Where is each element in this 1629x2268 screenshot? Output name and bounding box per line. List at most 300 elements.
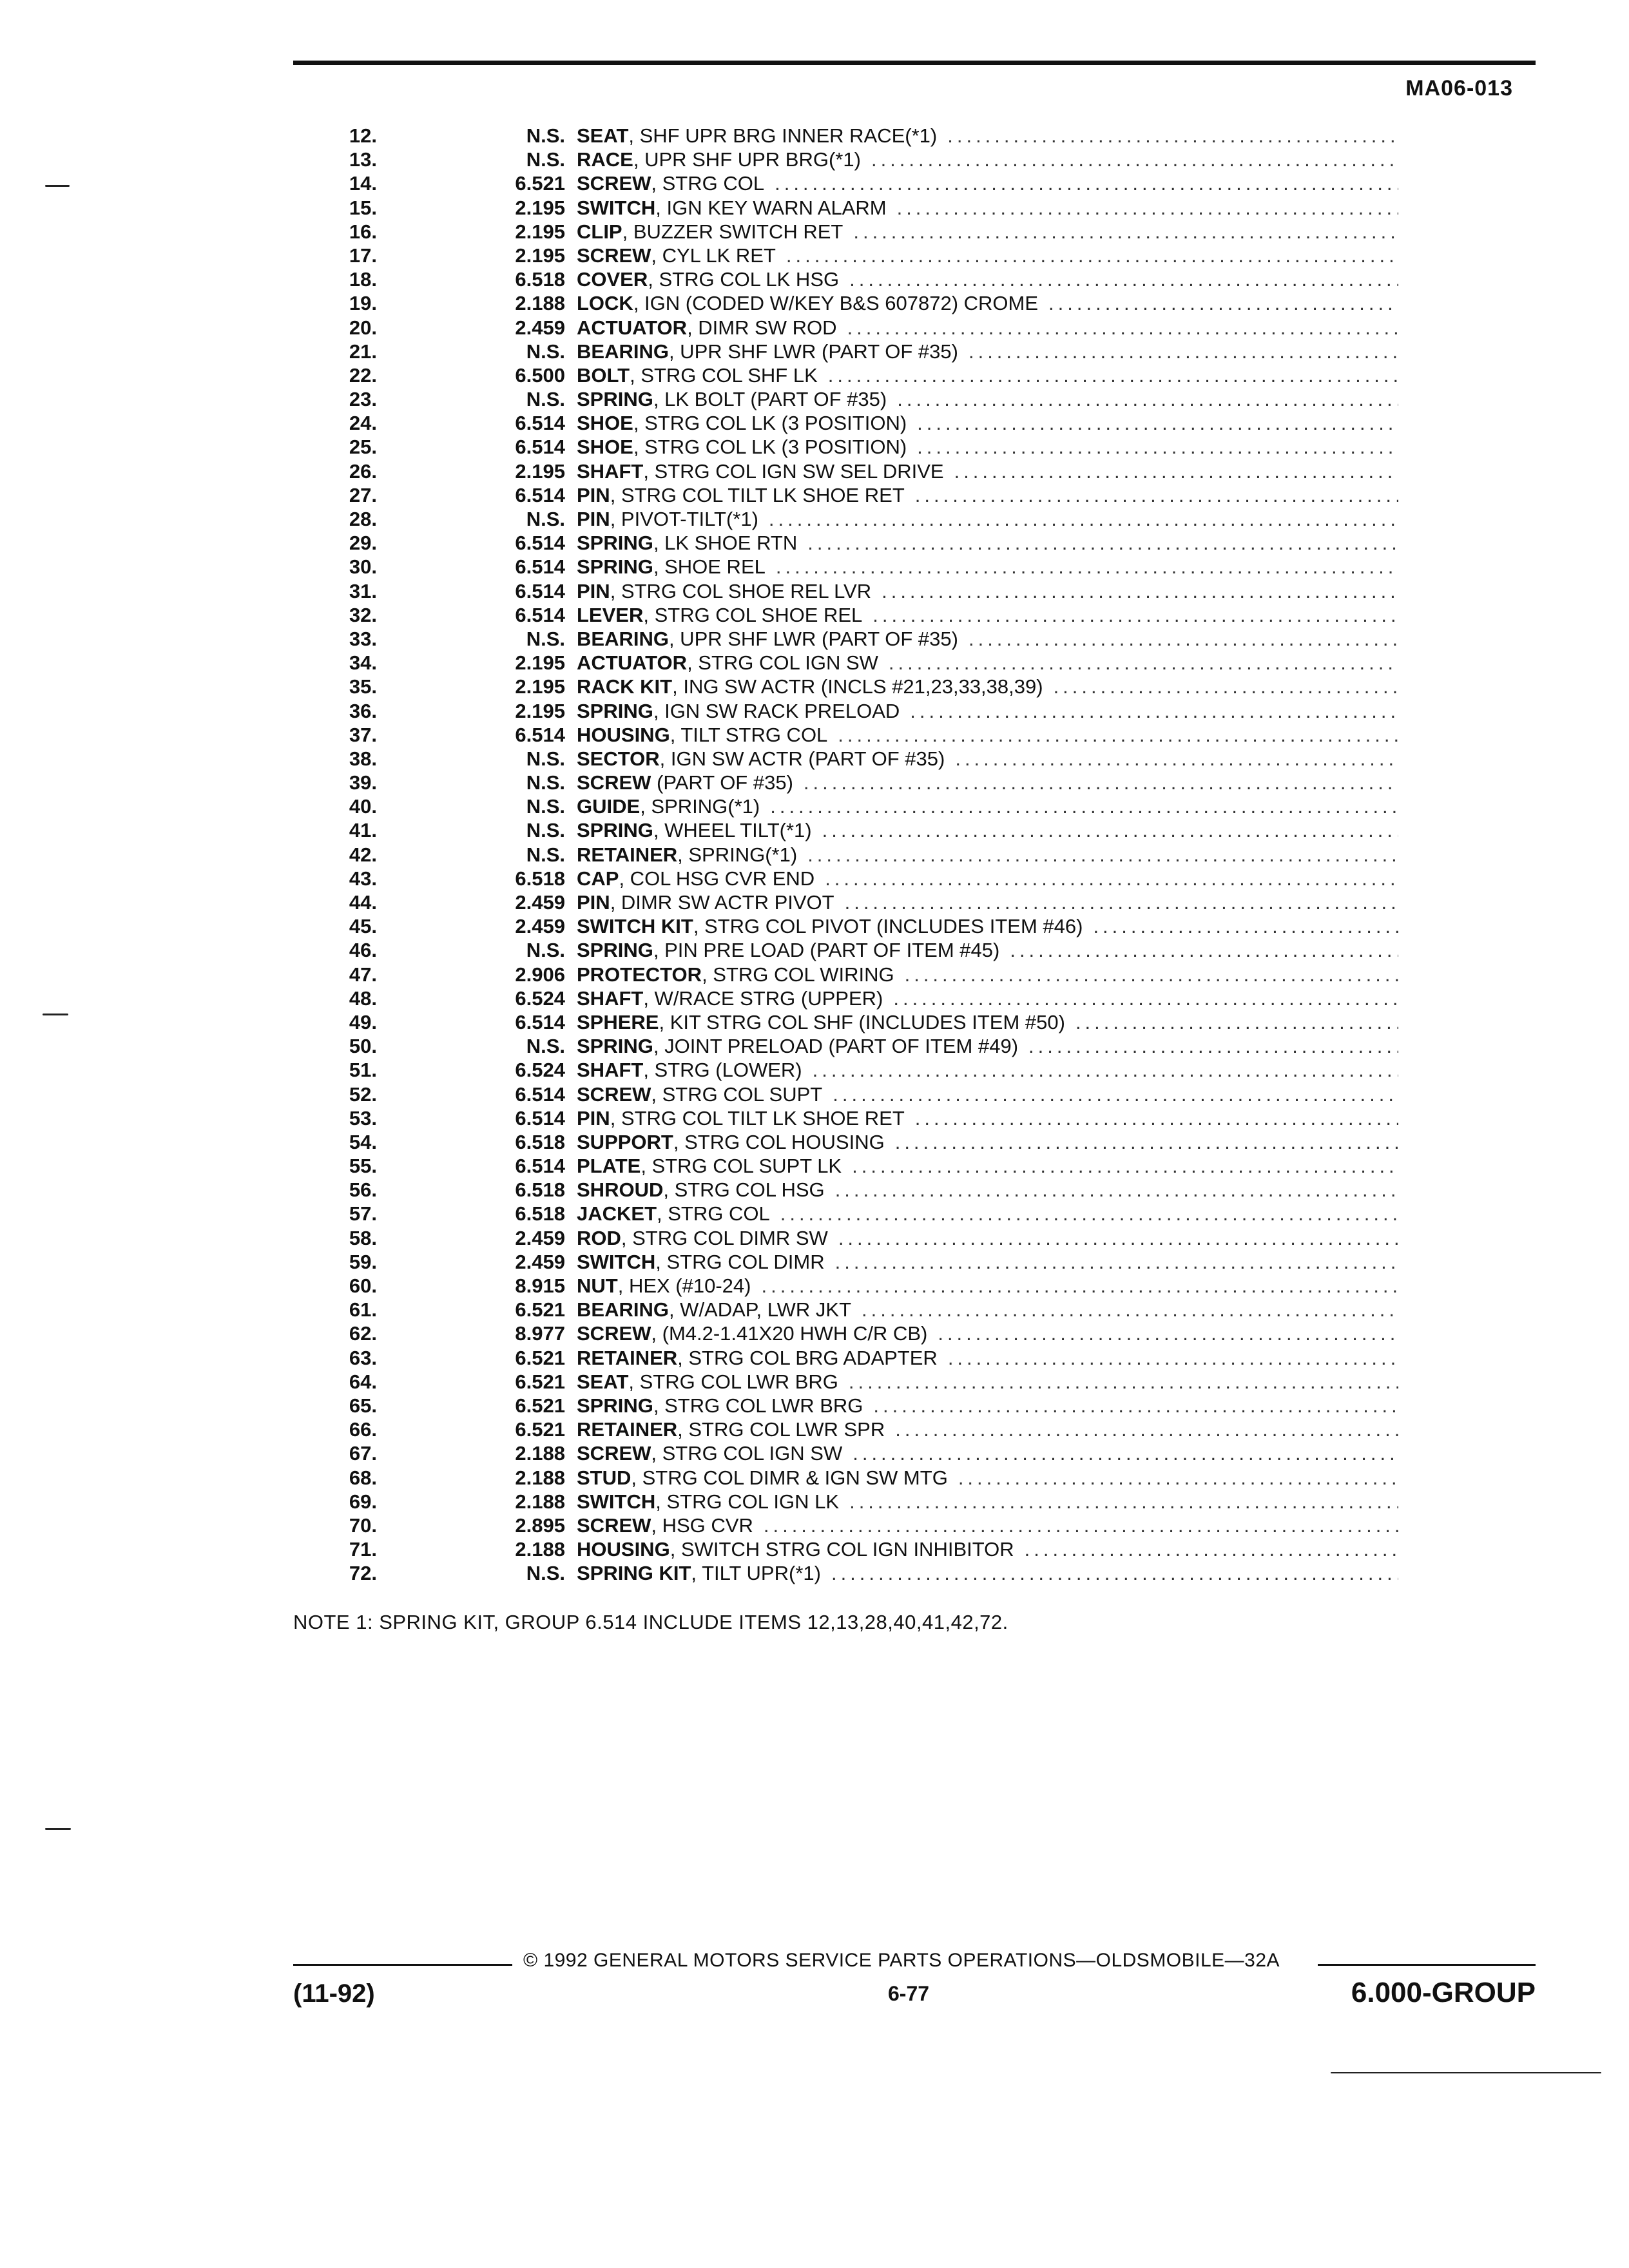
item-number: 13. [349, 148, 377, 171]
part-detail: , STRG COL LWR SPR [677, 1418, 885, 1441]
dot-leader [1010, 938, 1398, 962]
part-name: SPRING [577, 1394, 653, 1417]
part-name: SEAT [577, 124, 629, 147]
item-number: 42. [349, 843, 377, 866]
group-number: 6.514 [515, 436, 565, 459]
part-description [577, 986, 1398, 1010]
item-number: 38. [349, 747, 377, 770]
group-number: 6.514 [515, 723, 565, 746]
part-description [577, 1370, 1398, 1394]
part-name: SCREW [577, 244, 651, 267]
item-number: 33. [349, 627, 377, 650]
part-detail: , STRG COL IGN SW SEL DRIVE [643, 459, 944, 483]
dot-leader [871, 148, 1398, 171]
parts-list [303, 124, 1398, 1585]
part-description [577, 675, 1398, 698]
item-number: 34. [349, 651, 377, 675]
item-number: 66. [349, 1418, 377, 1441]
part-name: SCREW [577, 1082, 651, 1106]
dot-leader [1075, 1010, 1398, 1034]
part-description [577, 1490, 1398, 1514]
item-number: 18. [349, 268, 377, 291]
part-description [577, 1106, 1398, 1130]
part-row [303, 843, 1398, 867]
part-name: SCREW [577, 1322, 651, 1345]
part-name: HOUSING [577, 1538, 670, 1561]
part-row [303, 747, 1398, 771]
item-number: 31. [349, 579, 377, 602]
item-number: 47. [349, 963, 377, 986]
part-row [303, 1537, 1398, 1561]
part-description [577, 579, 1398, 603]
part-name: RETAINER [577, 1418, 678, 1441]
part-description [577, 1346, 1398, 1370]
part-detail: , STRG COL [657, 1202, 770, 1225]
group-number: 2.195 [515, 675, 565, 698]
part-detail: , (M4.2-1.41X20 HWH C/R CB) [651, 1322, 928, 1345]
item-number: 62. [349, 1322, 377, 1345]
part-detail: , STRG COL PIVOT (INCLUDES ITEM #46) [693, 915, 1083, 938]
part-detail: , UPR SHF LWR (PART OF #35) [668, 627, 958, 650]
group-number: 6.521 [515, 1394, 565, 1417]
part-detail: , STRG COL SHOE REL [643, 603, 863, 626]
part-row [303, 1561, 1398, 1585]
item-number: 20. [349, 316, 377, 339]
part-description [577, 363, 1398, 387]
part-row [303, 411, 1398, 435]
part-detail: , W/RACE STRG (UPPER) [643, 986, 883, 1010]
item-number: 67. [349, 1442, 377, 1465]
item-number: 57. [349, 1202, 377, 1225]
part-name: SWITCH [577, 1250, 656, 1273]
part-row [303, 1010, 1398, 1034]
part-row [303, 1418, 1398, 1441]
dot-leader [838, 723, 1398, 747]
part-description [577, 244, 1398, 267]
document-code: MA06-013 [1405, 76, 1513, 101]
part-description [577, 818, 1398, 842]
part-row [303, 196, 1398, 220]
item-number: 39. [349, 771, 377, 794]
part-name: BEARING [577, 1298, 669, 1321]
dot-leader [849, 1490, 1398, 1514]
part-row [303, 986, 1398, 1010]
part-description [577, 771, 1398, 794]
group-number: 2.195 [515, 459, 565, 483]
part-row [303, 1490, 1398, 1514]
group-number: 6.514 [515, 483, 565, 506]
dot-leader [1054, 675, 1398, 698]
part-detail: , W/ADAP, LWR JKT [668, 1298, 852, 1321]
group-number: 6.518 [515, 1202, 565, 1225]
part-detail: (PART OF #35) [651, 771, 793, 794]
dot-leader [852, 1154, 1398, 1178]
part-detail: , STRG COL TILT LK SHOE RET [610, 483, 905, 506]
item-number: 30. [349, 555, 377, 579]
part-detail: , UPR SHF LWR (PART OF #35) [668, 340, 958, 363]
part-name: HOUSING [577, 723, 670, 746]
item-number: 16. [349, 220, 377, 243]
part-row [303, 531, 1398, 555]
dot-leader [813, 1058, 1398, 1082]
group-number: N.S. [526, 388, 565, 411]
part-row [303, 1154, 1398, 1178]
dot-leader [893, 986, 1398, 1010]
dot-leader [947, 124, 1398, 148]
item-number: 50. [349, 1035, 377, 1058]
dot-leader [764, 1514, 1398, 1537]
part-row [303, 699, 1398, 723]
part-name: PIN [577, 508, 610, 530]
dot-leader [849, 267, 1398, 291]
part-row [303, 1082, 1398, 1106]
group-number: 6.514 [515, 1155, 565, 1178]
part-description [577, 627, 1398, 651]
part-name: SPRING [577, 1035, 653, 1058]
group-number: 2.195 [515, 699, 565, 722]
part-row [303, 555, 1398, 579]
part-row [303, 124, 1398, 148]
item-number: 26. [349, 459, 377, 483]
item-number: 48. [349, 986, 377, 1010]
item-number: 58. [349, 1226, 377, 1249]
part-description [577, 171, 1398, 195]
part-row [303, 963, 1398, 986]
part-name: SCREW [577, 172, 651, 195]
dot-leader [917, 435, 1398, 459]
part-description [577, 1394, 1398, 1418]
item-number: 41. [349, 819, 377, 842]
part-row [303, 1466, 1398, 1490]
item-number: 15. [349, 196, 377, 219]
dot-leader [853, 220, 1398, 244]
item-number: 60. [349, 1274, 377, 1297]
dot-leader [804, 771, 1398, 794]
part-description [577, 435, 1398, 459]
group-number: 6.514 [515, 412, 565, 435]
part-detail: , SWITCH STRG COL IGN INHIBITOR [670, 1538, 1014, 1561]
dot-leader [873, 1394, 1398, 1418]
item-number: 22. [349, 363, 377, 387]
page-number: 6-77 [888, 1982, 930, 2005]
item-number: 46. [349, 939, 377, 962]
part-name: STUD [577, 1466, 631, 1489]
part-row [303, 914, 1398, 938]
item-number: 32. [349, 603, 377, 626]
part-name: SHOE [577, 436, 633, 459]
part-name: SPRING KIT [577, 1562, 691, 1585]
part-name: SPHERE [577, 1010, 659, 1033]
part-row [303, 794, 1398, 818]
group-number: 2.195 [515, 244, 565, 267]
part-row [303, 579, 1398, 603]
part-detail: , STRG COL [651, 172, 765, 195]
part-row [303, 603, 1398, 627]
part-description [577, 507, 1398, 531]
dot-leader [969, 340, 1398, 363]
dot-leader [958, 1466, 1398, 1490]
part-detail: , IGN (CODED W/KEY B&S 607872) CROME [633, 292, 1039, 315]
part-detail: , IGN SW RACK PRELOAD [653, 699, 900, 722]
footer-rule-left [293, 1964, 512, 1966]
part-detail: , STRG COL LK (3 POSITION) [633, 436, 907, 459]
part-row [303, 1226, 1398, 1250]
group-number: N.S. [526, 508, 565, 530]
margin-mark [43, 1014, 68, 1015]
group-number: 6.521 [515, 1346, 565, 1369]
dot-leader [969, 627, 1398, 651]
dot-leader [847, 316, 1398, 340]
footnote: NOTE 1: SPRING KIT, GROUP 6.514 INCLUDE ITEMS 12,13,28,40,41,42,72. [293, 1611, 1008, 1633]
part-detail: , CYL LK RET [651, 244, 776, 267]
group-number: 2.906 [515, 963, 565, 986]
part-name: LOCK [577, 292, 633, 315]
dot-leader [938, 1321, 1398, 1345]
part-name: SHROUD [577, 1178, 664, 1202]
part-description [577, 1154, 1398, 1178]
part-row [303, 627, 1398, 651]
dot-leader [897, 196, 1398, 220]
dot-leader [822, 818, 1398, 842]
part-detail: , STRG COL IGN LK [655, 1490, 840, 1513]
item-number: 35. [349, 675, 377, 698]
item-number: 28. [349, 508, 377, 530]
item-number: 17. [349, 244, 377, 267]
dot-leader [761, 1274, 1398, 1298]
group-number: N.S. [526, 843, 565, 866]
part-detail: , DIMR SW ACTR PIVOT [610, 891, 834, 914]
dot-leader [780, 1202, 1398, 1225]
dot-leader [954, 459, 1398, 483]
part-name: BEARING [577, 627, 669, 650]
item-number: 12. [349, 124, 377, 147]
part-description [577, 867, 1398, 890]
dot-leader [955, 747, 1398, 771]
part-detail: , TILT STRG COL [670, 723, 828, 746]
dot-leader [895, 1130, 1398, 1154]
item-number: 70. [349, 1514, 377, 1537]
item-number: 24. [349, 412, 377, 435]
part-name: ACTUATOR [577, 651, 688, 675]
part-detail: , SPRING(*1) [677, 843, 798, 866]
part-row [303, 459, 1398, 483]
item-number: 23. [349, 388, 377, 411]
part-row [303, 291, 1398, 315]
group-number: 2.188 [515, 1490, 565, 1513]
header-rule [293, 61, 1536, 65]
group-number: 2.195 [515, 196, 565, 219]
dot-leader [825, 867, 1398, 890]
part-detail: , STRG COL DIMR & IGN SW MTG [631, 1466, 948, 1489]
part-row [303, 651, 1398, 675]
part-name: SPRING [577, 555, 653, 579]
part-description [577, 483, 1398, 507]
item-number: 25. [349, 436, 377, 459]
part-row [303, 1514, 1398, 1537]
part-description [577, 1010, 1398, 1034]
part-detail: , STRG COL HSG [663, 1178, 825, 1202]
group-number: 6.524 [515, 986, 565, 1010]
part-detail: , STRG COL WIRING [702, 963, 894, 986]
item-number: 36. [349, 699, 377, 722]
dot-leader [845, 890, 1398, 914]
part-name: RETAINER [577, 843, 678, 866]
item-number: 52. [349, 1082, 377, 1106]
part-detail: , SHF UPR BRG INNER RACE(*1) [628, 124, 938, 147]
part-name: SHOE [577, 412, 633, 435]
part-description [577, 340, 1398, 363]
part-detail: , STRG COL IGN SW [651, 1442, 843, 1465]
item-number: 56. [349, 1178, 377, 1202]
dot-leader [895, 1418, 1398, 1441]
part-name: RACK KIT [577, 675, 673, 698]
part-description [577, 1418, 1398, 1441]
part-description [577, 1034, 1398, 1058]
part-row [303, 938, 1398, 962]
group-number: 6.514 [515, 603, 565, 626]
part-row [303, 675, 1398, 698]
part-name: SPRING [577, 699, 653, 722]
part-name: SCREW [577, 771, 651, 794]
group-number: 8.977 [515, 1322, 565, 1345]
dot-leader [862, 1298, 1398, 1321]
part-row [303, 1034, 1398, 1058]
group-number: 6.514 [515, 1106, 565, 1129]
part-description [577, 316, 1398, 340]
part-name: SUPPORT [577, 1130, 673, 1153]
group-number: N.S. [526, 939, 565, 962]
item-number: 72. [349, 1562, 377, 1585]
part-detail: , IGN SW ACTR (PART OF #35) [659, 747, 945, 770]
part-detail: , STRG COL DIMR [655, 1250, 825, 1273]
part-description [577, 603, 1398, 627]
dot-leader [786, 244, 1398, 267]
footer-rule-right [1318, 1964, 1536, 1966]
group-number: 6.514 [515, 1010, 565, 1033]
group-number: 6.514 [515, 579, 565, 602]
part-description [577, 890, 1398, 914]
dot-leader [915, 1106, 1398, 1130]
group-number: 2.195 [515, 651, 565, 675]
group-number: 6.518 [515, 1178, 565, 1202]
item-number: 61. [349, 1298, 377, 1321]
part-detail: , COL HSG CVR END [619, 867, 815, 890]
part-row [303, 171, 1398, 195]
part-row [303, 1130, 1398, 1154]
part-detail: , HEX (#10-24) [617, 1274, 751, 1297]
part-name: SWITCH [577, 1490, 656, 1513]
item-number: 37. [349, 723, 377, 746]
part-description [577, 1537, 1398, 1561]
dot-leader [917, 411, 1398, 435]
group-number: 6.518 [515, 867, 565, 890]
group-number: 6.521 [515, 1418, 565, 1441]
part-description [577, 1250, 1398, 1274]
group-number: 2.459 [515, 891, 565, 914]
part-name: SCREW [577, 1442, 651, 1465]
part-row [303, 244, 1398, 267]
part-detail: , PIVOT-TILT(*1) [610, 508, 758, 530]
part-row [303, 867, 1398, 890]
part-description [577, 411, 1398, 435]
group-number: 2.459 [515, 1226, 565, 1249]
part-description [577, 1441, 1398, 1465]
part-row [303, 1178, 1398, 1202]
part-detail: , SPRING(*1) [640, 795, 760, 818]
item-number: 14. [349, 172, 377, 195]
item-number: 44. [349, 891, 377, 914]
part-name: PIN [577, 579, 610, 602]
dot-leader [835, 1178, 1398, 1202]
part-detail: , STRG COL SUPT [651, 1082, 823, 1106]
margin-mark [1331, 2072, 1601, 2073]
item-number: 53. [349, 1106, 377, 1129]
part-row [303, 148, 1398, 171]
part-description [577, 1298, 1398, 1321]
group-number: 6.514 [515, 1082, 565, 1106]
group-number: 2.188 [515, 1442, 565, 1465]
copyright-line: © 1992 GENERAL MOTORS SERVICE PARTS OPERATIONS—OLDSMOBILE—32A [523, 1950, 1280, 1971]
part-detail: , STRG COL TILT LK SHOE RET [610, 1106, 905, 1129]
group-number: 6.514 [515, 555, 565, 579]
dot-leader [872, 603, 1398, 627]
dot-leader [838, 1226, 1398, 1250]
item-number: 71. [349, 1538, 377, 1561]
dot-leader [889, 651, 1398, 675]
dot-leader [833, 1082, 1398, 1106]
group-number: 8.915 [515, 1274, 565, 1297]
part-detail: , STRG COL HOUSING [673, 1130, 885, 1153]
item-number: 21. [349, 340, 377, 363]
item-number: 68. [349, 1466, 377, 1489]
part-name: RETAINER [577, 1346, 678, 1369]
group-number: N.S. [526, 124, 565, 147]
part-name: SHAFT [577, 986, 644, 1010]
dot-leader [882, 579, 1398, 603]
dot-leader [776, 555, 1398, 579]
part-description [577, 938, 1398, 962]
part-detail: , KIT STRG COL SHF (INCLUDES ITEM #50) [659, 1010, 1065, 1033]
part-detail: , PIN PRE LOAD (PART OF ITEM #45) [653, 939, 1000, 962]
dot-leader [948, 1346, 1398, 1370]
dot-leader [835, 1250, 1398, 1274]
part-description [577, 1130, 1398, 1154]
part-description [577, 1466, 1398, 1490]
part-name: SHAFT [577, 459, 644, 483]
group-number: 2.459 [515, 1250, 565, 1273]
dot-leader [775, 171, 1398, 195]
part-row [303, 1346, 1398, 1370]
part-description [577, 1561, 1398, 1585]
part-detail: , STRG COL LK HSG [648, 268, 840, 291]
part-detail: , SHOE REL [653, 555, 766, 579]
part-description [577, 1202, 1398, 1225]
part-name: RACE [577, 148, 633, 171]
dot-leader [1025, 1537, 1398, 1561]
part-description [577, 747, 1398, 771]
group-number: N.S. [526, 627, 565, 650]
part-description [577, 124, 1398, 148]
part-description [577, 699, 1398, 723]
dot-leader [849, 1370, 1398, 1394]
part-detail: , LK BOLT (PART OF #35) [653, 388, 887, 411]
margin-mark [45, 1828, 71, 1830]
group-number: 2.459 [515, 915, 565, 938]
part-description [577, 196, 1398, 220]
part-row [303, 1321, 1398, 1345]
group-number: N.S. [526, 1562, 565, 1585]
part-description [577, 1058, 1398, 1082]
